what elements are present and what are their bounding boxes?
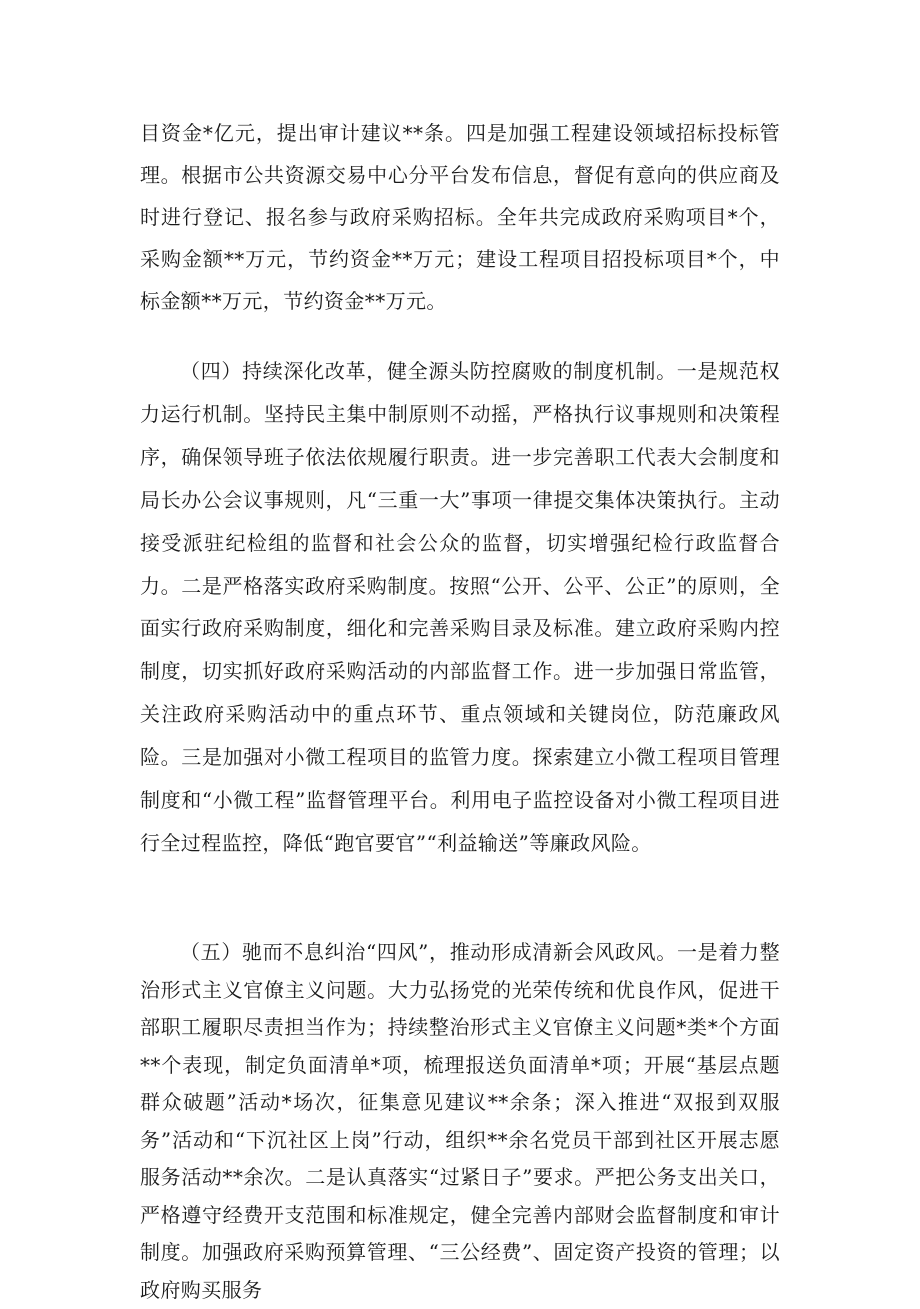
paragraph-procurement-continued bbox=[140, 112, 780, 322]
paragraph-section-five bbox=[140, 934, 780, 1309]
paragraph-text: （四）持续深化改革，健全源头防控腐败的制度机制。一是规范权力运行机制。坚持民主集中制原则不动摇，严格执行议事规则和决策程序，确保领导班子依法依规履行职责。进一步完善职工代表大会制度和局长办公会议事规则，凡“三重一大”事项一律提交集体决策执行。主动接受派驻纪检组的监督和社会公众的监督，切实增强纪检行政监督合力。二是严格落实政府采购制度。按照“公开、公平、公正”的原则，全面实行政府采购制度，细化和完善采购目录及标准。建立政府采购内控制度，切实抓好政府采购活动的内部监督工作。进一步加强日常监管，关注政府采购活动中的重点环节、重点领域和关键岗位，防范廉政风险。三是加强对小微工程项目的监管力度。探索建立小微工程项目管理制度和“小微工程”监督管理平台。利用电子监控设备对小微工程项目进行全过程监控，降低“跑官要官”“利益输送”等廉政风险。 bbox=[140, 359, 780, 855]
paragraph-text: 目资金*亿元，提出审计建议**条。四是加强工程建设领域招标投标管理。根据市公共资源交易中心分平台发布信息，督促有意向的供应商及时进行登记、报名参与政府采购招标。全年共完成政府采购项目*个，采购金额**万元，节约资金**万元；建设工程项目招投标项目*个，中标金额**万元，节约资金**万元。 bbox=[140, 121, 780, 313]
paragraph-section-four bbox=[140, 350, 780, 865]
paragraph-text: （五）驰而不息纠治“四风”，推动形成清新会风政风。一是着力整治形式主义官僚主义问题。大力弘扬党的光荣传统和优良作风，促进干部职工履职尽责担当作为；持续整治形式主义官僚主义问题*类*个方面**个表现，制定负面清单*项，梳理报送负面清单*项；开展“基层点题群众破题”活动*场次，征集意见建议**余条；深入推进“双报到双服务”活动和“下沉社区上岗”行动，组织**余名党员干部到社区开展志愿服务活动**余次。二是认真落实“过紧日子”要求。严把公务支出关口，严格遵守经费开支范围和标准规定，健全完善内部财会监督制度和审计制度。加强政府采购预算管理、“三公经费”、固定资产投资的管理；以政府购买服务 bbox=[140, 940, 780, 1302]
